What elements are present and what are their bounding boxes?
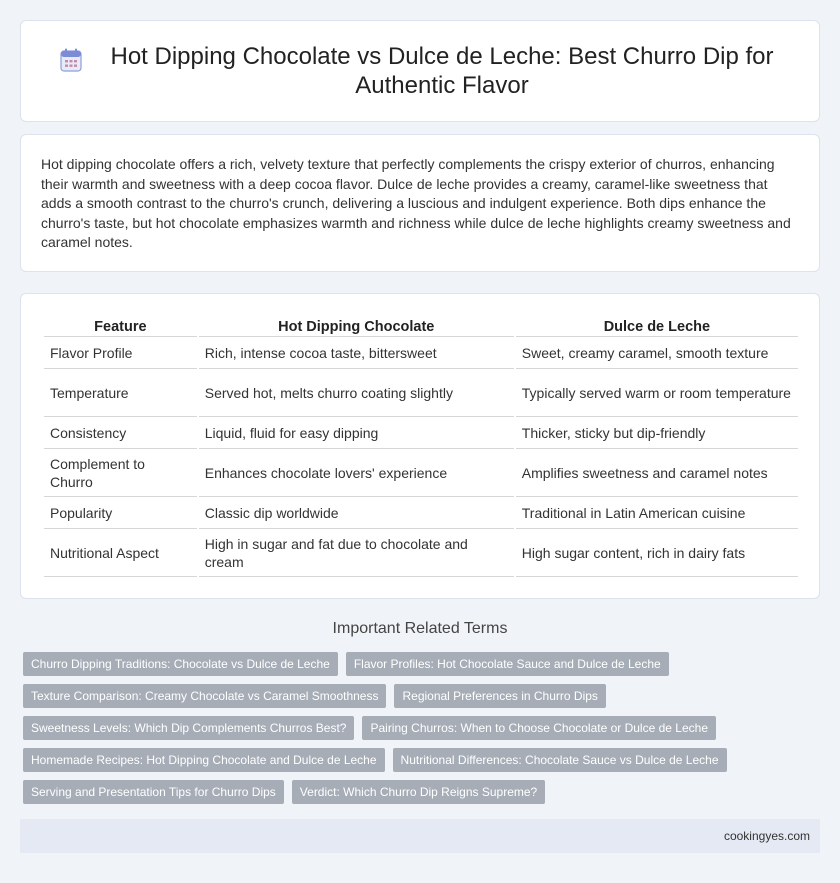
table-header-cell: Dulce de Leche	[516, 312, 798, 337]
related-terms-heading: Important Related Terms	[332, 620, 508, 637]
table-cell: Enhances chocolate lovers' experience	[199, 449, 514, 497]
related-term-tag[interactable]: Churro Dipping Traditions: Chocolate vs Dulce de Leche	[23, 652, 338, 676]
title-card	[20, 20, 820, 122]
related-terms-list	[23, 652, 823, 812]
tag-row	[23, 684, 823, 708]
table-cell: Consistency	[44, 417, 197, 449]
table-cell: Flavor Profile	[44, 337, 197, 369]
intro-card	[20, 134, 820, 272]
tag-row	[23, 652, 823, 676]
table-cell: Served hot, melts churro coating slightly	[199, 369, 514, 417]
table-row	[44, 369, 798, 417]
tag-row	[23, 748, 823, 772]
table-row	[44, 497, 798, 529]
related-term-tag[interactable]: Homemade Recipes: Hot Dipping Chocolate and Dulce de Leche	[23, 748, 385, 772]
table-cell: Sweet, creamy caramel, smooth texture	[516, 337, 798, 369]
table-cell: Temperature	[44, 369, 197, 417]
related-term-tag[interactable]: Nutritional Differences: Chocolate Sauce vs Dulce de Leche	[393, 748, 727, 772]
related-term-tag[interactable]: Flavor Profiles: Hot Chocolate Sauce and Dulce de Leche	[346, 652, 669, 676]
page-title: Hot Dipping Chocolate vs Dulce de Leche: Best Churro Dip for Authentic Flavor	[110, 43, 774, 99]
related-term-tag[interactable]: Verdict: Which Churro Dip Reigns Supreme?	[292, 780, 545, 804]
intro-paragraph: Hot dipping chocolate offers a rich, velvety texture that perfectly complements the crispy exterior of churros, enhancing their warmth and sweetness with a deep cocoa flavor. Dulce de leche provides a creamy, caramel-like sweetness that adds a smooth contrast to the churro's crunch, delivering a luscious and indulgent experience. Both dips enhance the churro's taste, but hot chocolate emphasizes warmth and richness while dulce de leche highlights creamy sweetness and caramel notes.	[41, 156, 791, 250]
tag-row	[23, 780, 823, 804]
table-cell: Popularity	[44, 497, 197, 529]
related-term-tag[interactable]: Regional Preferences in Churro Dips	[394, 684, 605, 708]
table-header-cell: Feature	[44, 312, 197, 337]
related-term-tag[interactable]: Serving and Presentation Tips for Churro Dips	[23, 780, 284, 804]
table-row	[44, 417, 798, 449]
table-cell: High sugar content, rich in dairy fats	[516, 529, 798, 577]
calendar-icon	[60, 48, 82, 72]
related-term-tag[interactable]: Pairing Churros: When to Choose Chocolate or Dulce de Leche	[362, 716, 716, 740]
table-cell: Complement to Churro	[44, 449, 197, 497]
comparison-table	[42, 312, 800, 577]
related-term-tag[interactable]: Texture Comparison: Creamy Chocolate vs Caramel Smoothness	[23, 684, 386, 708]
table-cell: Thicker, sticky but dip-friendly	[516, 417, 798, 449]
table-cell: Nutritional Aspect	[44, 529, 197, 577]
footer-site-link[interactable]: cookingyes.com	[723, 829, 810, 843]
table-cell: Amplifies sweetness and caramel notes	[516, 449, 798, 497]
tag-row	[23, 716, 823, 740]
table-cell: Rich, intense cocoa taste, bittersweet	[199, 337, 514, 369]
table-cell: Typically served warm or room temperature	[516, 369, 798, 417]
table-header-cell: Hot Dipping Chocolate	[199, 312, 514, 337]
table-row	[44, 449, 798, 497]
title-wrap	[60, 42, 780, 100]
related-term-tag[interactable]: Sweetness Levels: Which Dip Complements Churros Best?	[23, 716, 354, 740]
table-cell: Classic dip worldwide	[199, 497, 514, 529]
table-row	[44, 529, 798, 577]
footer	[20, 819, 820, 853]
table-cell: Traditional in Latin American cuisine	[516, 497, 798, 529]
comparison-table-card	[20, 293, 820, 599]
table-cell: High in sugar and fat due to chocolate and cream	[199, 529, 514, 577]
table-row	[44, 337, 798, 369]
table-header-row	[44, 312, 798, 337]
table-cell: Liquid, fluid for easy dipping	[199, 417, 514, 449]
